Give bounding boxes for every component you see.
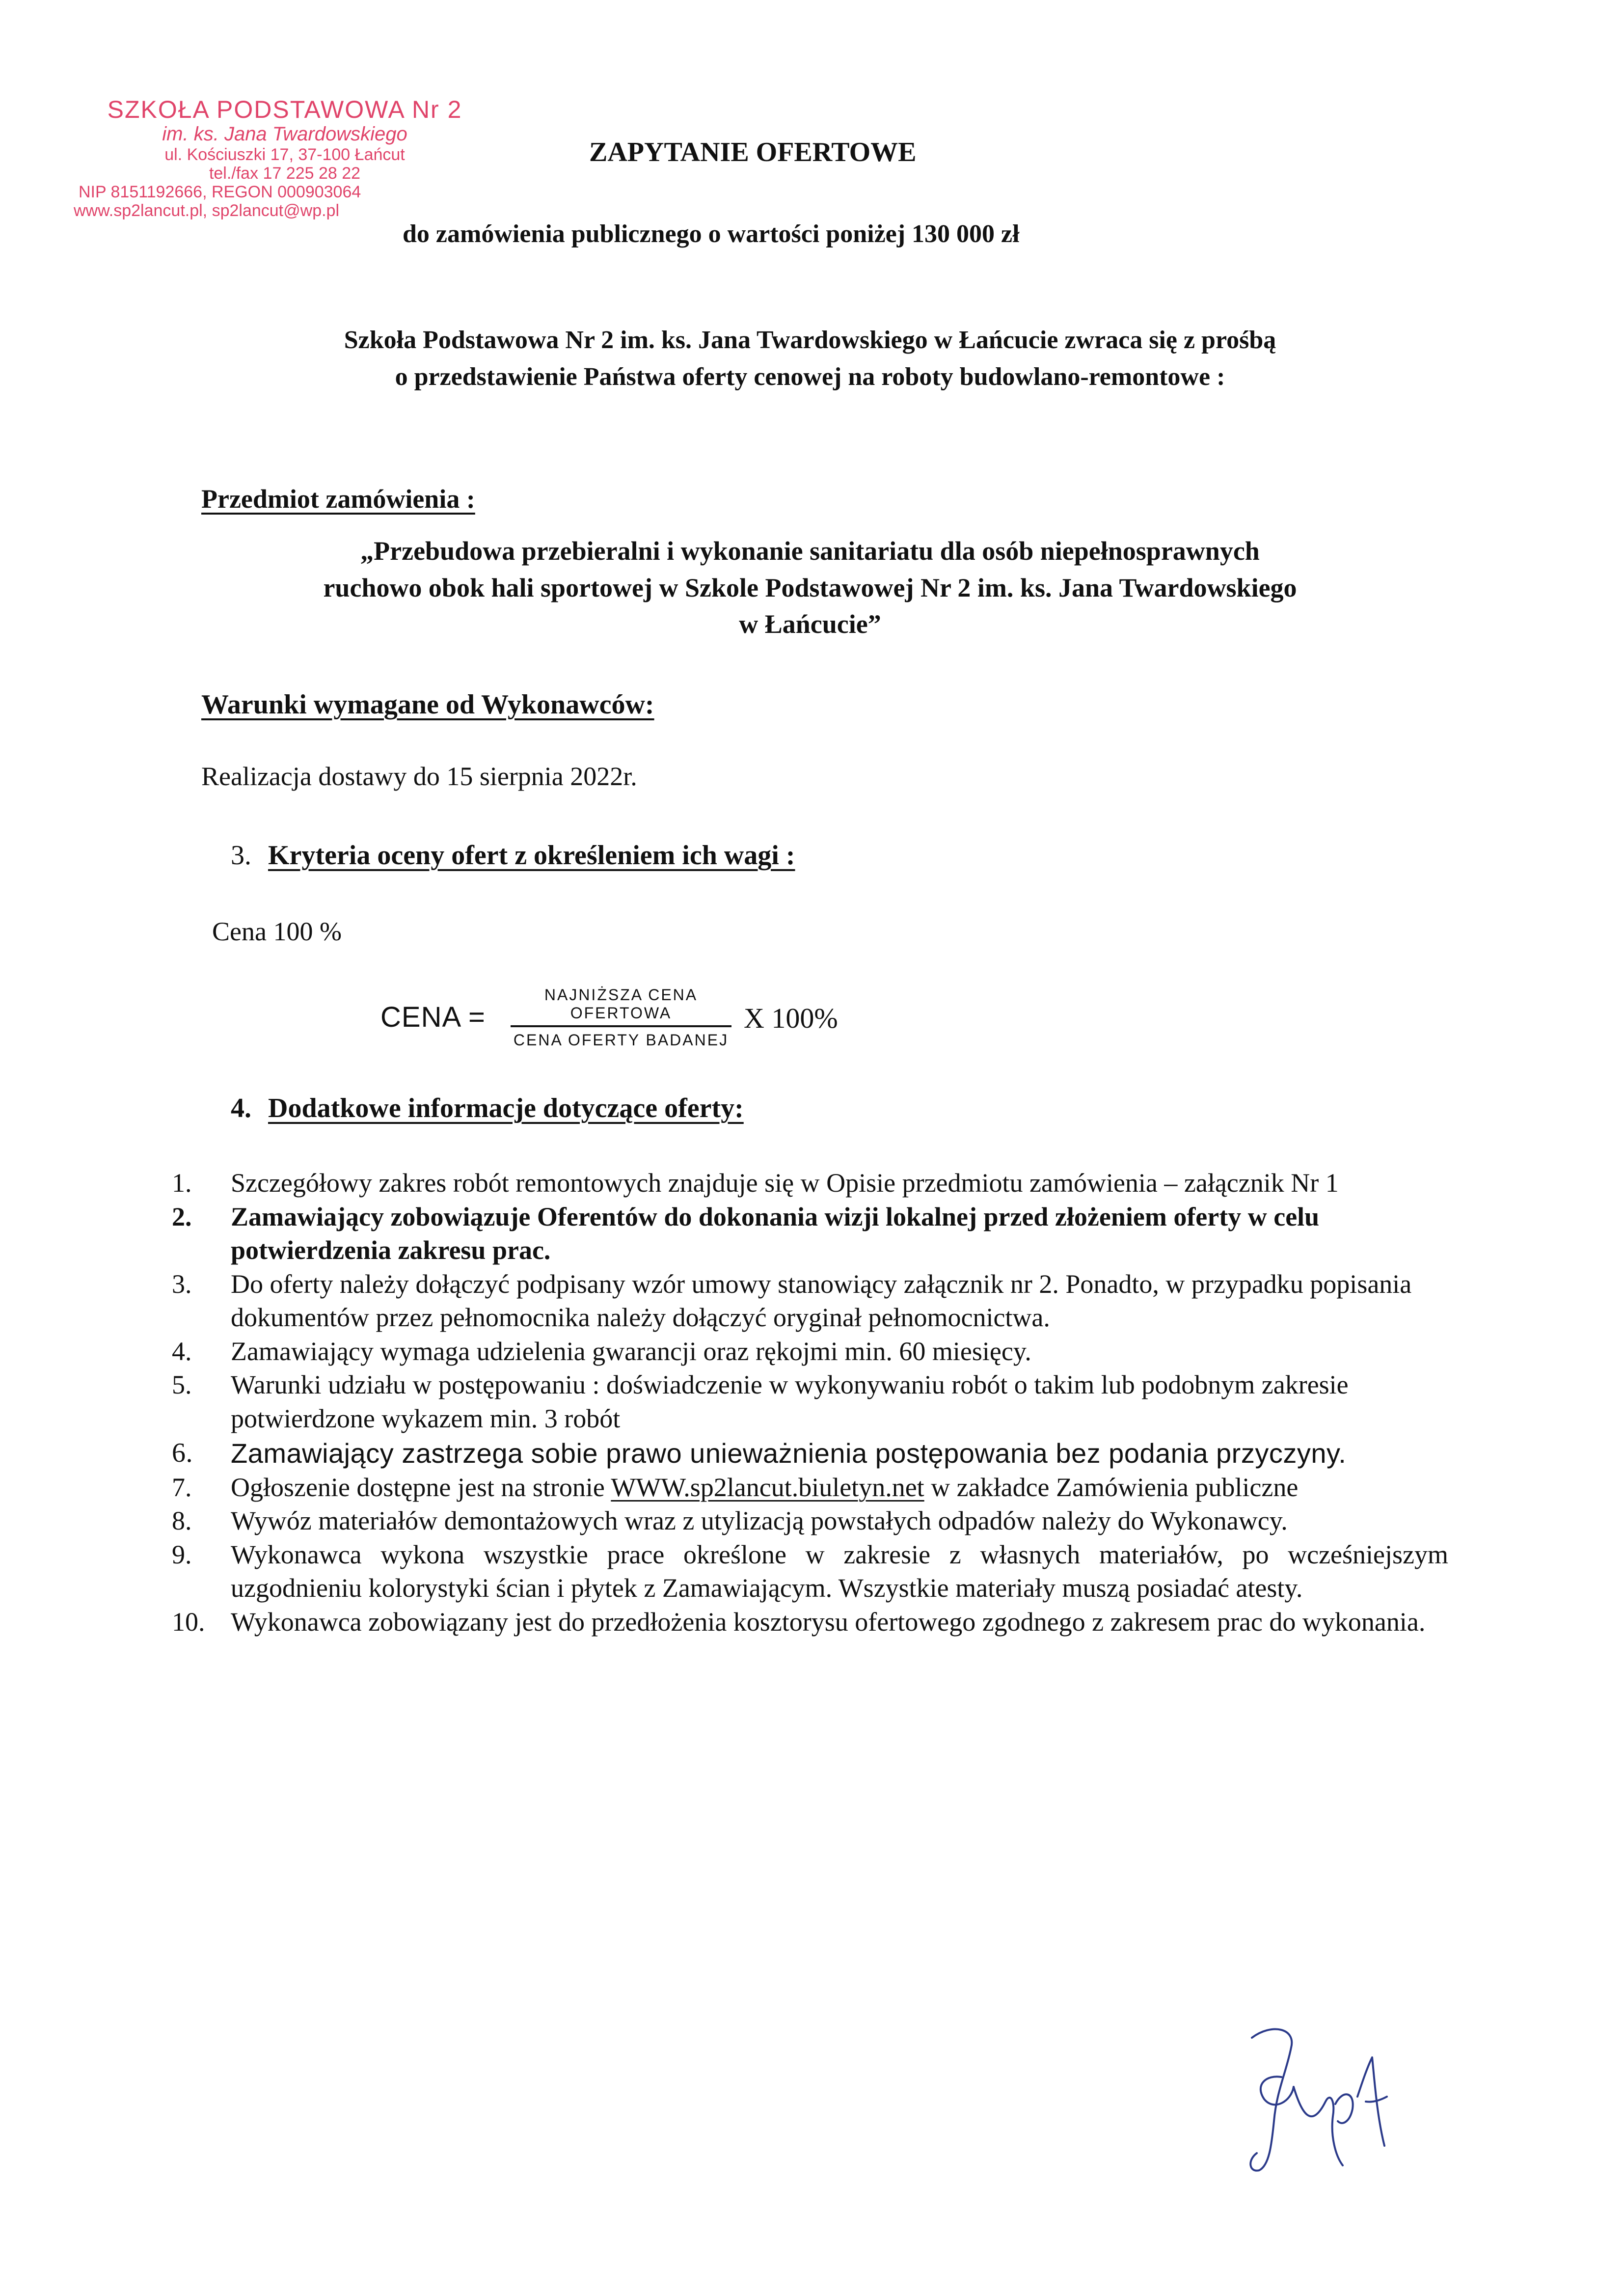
section-4-number: 4. (231, 1093, 251, 1123)
przedmiot-line-1: „Przebudowa przebieralni i wykonanie sanitariatu dla osób niepełnosprawnych (360, 536, 1260, 566)
list-item-text (231, 1473, 1298, 1502)
list-item-number: 1. (172, 1168, 192, 1198)
formula-denominator: CENA OFERTY BADANEJ (513, 1031, 729, 1049)
przedmiot-heading: Przedmiot zamówienia : (201, 484, 475, 514)
przedmiot-description (98, 533, 1522, 643)
list-item (172, 1436, 1448, 1471)
section-3-heading (231, 840, 795, 871)
intro-line-1: Szkoła Podstawowa Nr 2 im. ks. Jana Twardowskiego w Łańcucie zwraca się z prośbą (344, 326, 1276, 354)
formula-rhs: X 100% (744, 1002, 838, 1034)
page-title: ZAPYTANIE OFERTOWE (589, 137, 917, 167)
stamp-line-6: www.sp2lancut.pl, sp2lancut@wp.pl (74, 201, 340, 220)
list-item-text: Zamawiający wymaga udzielenia gwarancji oraz rękojmi min. 60 miesięcy. (231, 1336, 1031, 1366)
school-stamp (74, 96, 496, 220)
list-item (172, 1200, 1448, 1267)
list-item-number: 2. (172, 1202, 192, 1231)
additional-info-list (172, 1166, 1448, 1639)
list-item-number: 10. (172, 1607, 205, 1637)
list-item-number: 6. (172, 1437, 193, 1468)
list-item-text: Wykonawca zobowiązany jest do przedłożenia kosztorysu ofertowego zgodnego z zakresem prac do wykonania. (231, 1607, 1426, 1637)
list-item (172, 1471, 1448, 1504)
przedmiot-line-3: w Łańcucie” (739, 609, 881, 639)
stamp-line-4: tel./fax 17 225 28 22 (209, 164, 361, 183)
list-item (172, 1368, 1448, 1435)
list-item-number: 3. (172, 1269, 192, 1299)
list-item-text: Wywóz materiałów demontażowych wraz z utylizacją powstałych odpadów należy do Wykonawcy. (231, 1506, 1288, 1536)
list-item-number: 7. (172, 1472, 192, 1502)
section-3-title: Kryteria oceny ofert z określeniem ich wagi : (268, 840, 795, 871)
list-item (172, 1538, 1448, 1605)
przedmiot-line-2: ruchowo obok hali sportowej w Szkole Podstawowej Nr 2 im. ks. Jana Twardowskiego (323, 573, 1297, 602)
list-item-number: 5. (172, 1370, 192, 1400)
section-3-number: 3. (231, 840, 251, 871)
list-item-number: 8. (172, 1506, 192, 1536)
stamp-line-3: ul. Kościuszki 17, 37-100 Łańcut (164, 145, 405, 164)
list-item-text: Zamawiający zastrzega sobie prawo unieważnienia postępowania bez podania przyczyny. (231, 1437, 1347, 1469)
stamp-line-2: im. ks. Jana Twardowskiego (162, 123, 407, 145)
price-formula (380, 982, 970, 1061)
warunki-heading: Warunki wymagane od Wykonawców: (201, 689, 654, 720)
list-item (172, 1605, 1448, 1639)
list-item-text: Wykonawca wykona wszystkie prace określone w zakresie z własnych materiałów, po wcześniejszym uzgodnieniu kolorystyki ścian i płytek z Zamawiającym. Wszystkie materiały muszą posiadać atesty. (231, 1539, 1448, 1603)
stamp-line-1: SZKOŁA PODSTAWOWA Nr 2 (107, 96, 462, 123)
list-item-number: 9. (172, 1539, 192, 1569)
bulletin-link[interactable]: WWW.sp2lancut.biuletyn.net (611, 1472, 924, 1502)
stamp-line-5: NIP 8151192666, REGON 000903064 (79, 182, 361, 201)
formula-fraction (511, 986, 731, 1049)
list-item (172, 1335, 1448, 1368)
list-item-text-before-link: Ogłoszenie dostępne jest na stronie (231, 1472, 611, 1502)
intro-paragraph (98, 322, 1522, 396)
page-subtitle: do zamówienia publicznego o wartości poniżej 130 000 zł (403, 220, 1020, 248)
list-item-text: Zamawiający zobowiązuje Oferentów do dokonania wizji lokalnej przed złożeniem oferty w celu potwierdzenia zakresu prac. (231, 1202, 1320, 1265)
list-item-text: Warunki udziału w postępowaniu : doświadczenie w wykonywaniu robót o takim lub podobnym zakresie potwierdzone wykazem min. 3 robót (231, 1370, 1349, 1434)
list-item (172, 1166, 1448, 1200)
section-4-heading (231, 1093, 744, 1124)
list-item-text: Do oferty należy dołączyć podpisany wzór umowy stanowiący załącznik nr 2. Ponadto, w przypadku popisania dokumentów przez pełnomocnika należy dołączyć oryginał pełnomocnictwa. (231, 1269, 1412, 1333)
intro-line-2: o przedstawienie Państwa oferty cenowej na roboty budowlano-remontowe : (395, 363, 1225, 391)
handwritten-signature (1237, 2018, 1399, 2185)
list-item (172, 1267, 1448, 1335)
formula-numerator: NAJNIŻSZA CENA OFERTOWA (544, 986, 698, 1022)
formula-lhs: CENA = (380, 1001, 486, 1033)
cena-weight: Cena 100 % (212, 917, 342, 946)
list-item-text-after-link: w zakładce Zamówienia publiczne (924, 1472, 1299, 1502)
section-4-title: Dodatkowe informacje dotyczące oferty: (268, 1093, 744, 1123)
list-item-number: 4. (172, 1336, 192, 1366)
list-item (172, 1504, 1448, 1538)
list-item-text: Szczegółowy zakres robót remontowych znajduje się w Opisie przedmiotu zamówienia – załącznik Nr 1 (231, 1168, 1339, 1198)
realizacja-text: Realizacja dostawy do 15 sierpnia 2022r. (201, 762, 637, 791)
